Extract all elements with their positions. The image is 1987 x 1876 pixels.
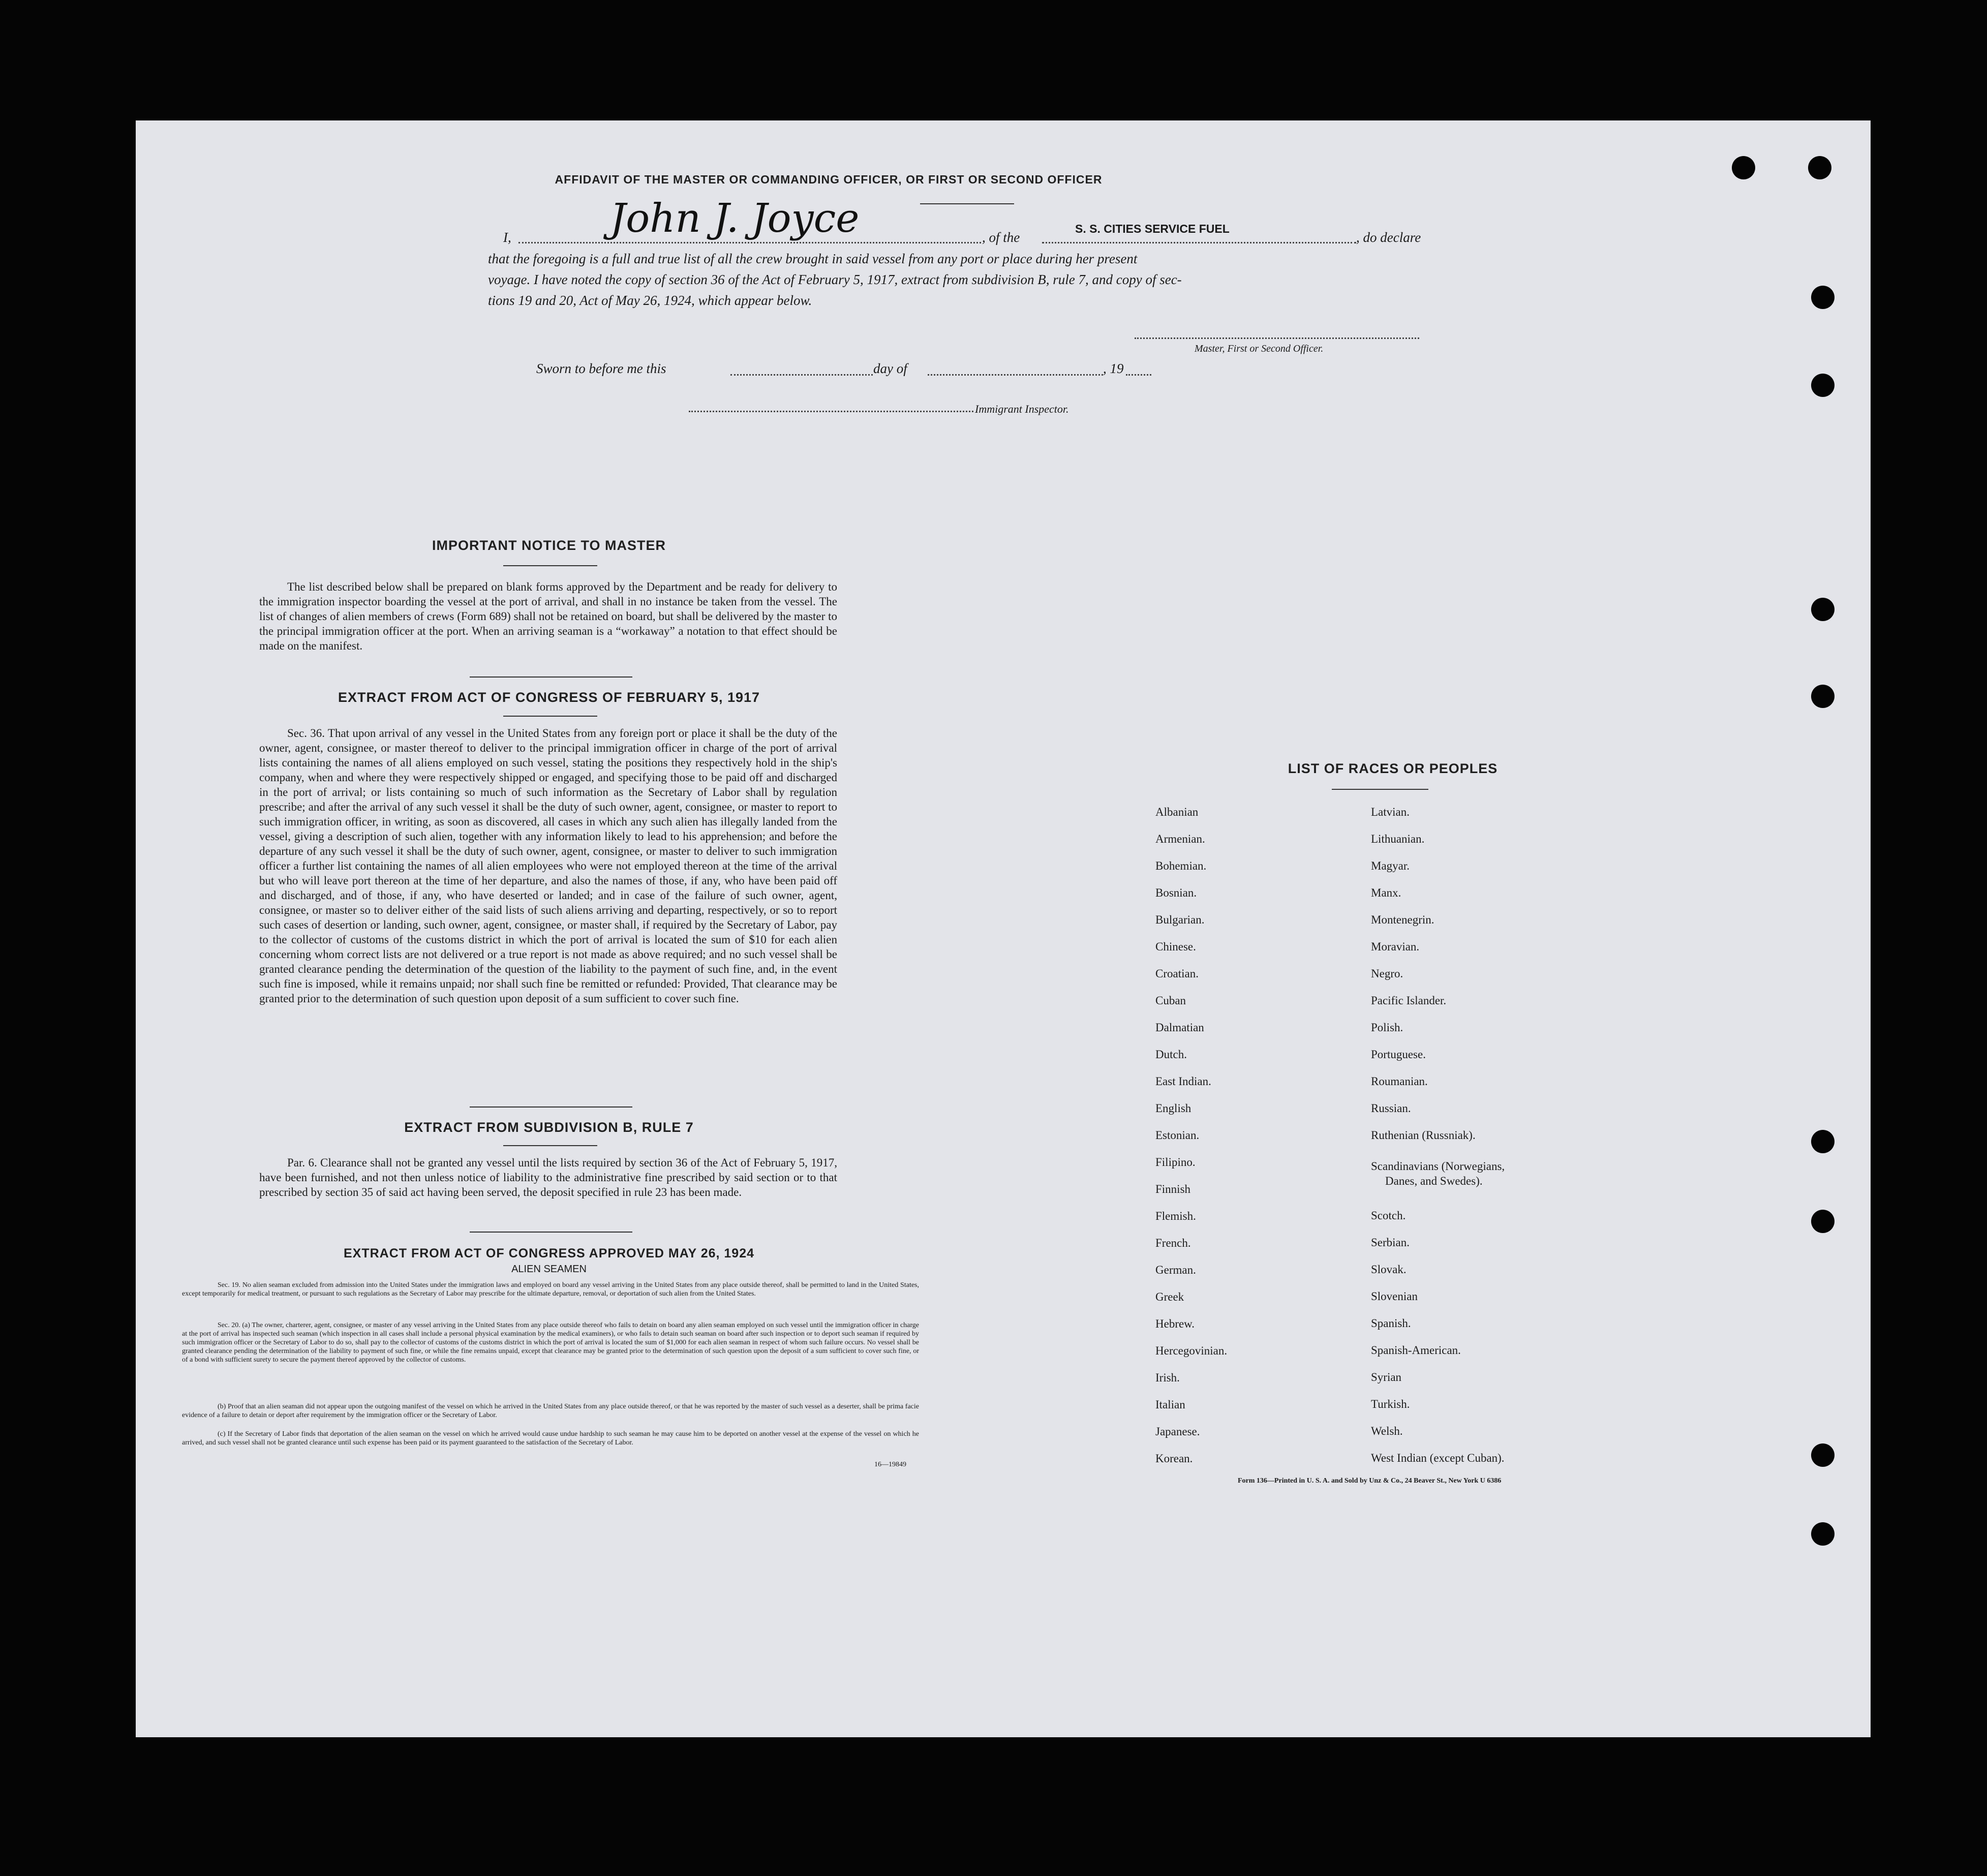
punch-hole [1808,156,1831,179]
punch-hole [1732,156,1755,179]
race-item: Negro. [1371,967,1403,980]
rule7-heading: EXTRACT FROM SUBDIVISION B, RULE 7 [404,1120,694,1135]
punch-hole [1811,1443,1835,1467]
race-item: Magyar. [1371,859,1410,872]
affidavit-do-declare: , do declare [1356,230,1421,245]
punch-hole [1811,1210,1835,1233]
divider [470,1232,632,1233]
race-item: Bulgarian. [1155,913,1205,926]
race-item: Cuban [1155,994,1186,1007]
form-code: 16—19849 [874,1461,906,1468]
race-item: Dalmatian [1155,1021,1204,1034]
race-item: Chinese. [1155,940,1196,953]
extract-1917-heading: EXTRACT FROM ACT OF CONGRESS OF FEBRUARY 5, 1917 [338,690,760,705]
sec-20a-text: Sec. 20. (a) The owner, charterer, agent, consignee, or master of any vessel arriving in the United States from any place outside thereof who fails to detain on board any alien seaman employed on such vessel until the immigration officer in charge at the port of arrival has inspected such seaman (which inspection in all cases shall include a personal physical examination by the medical examiners), or who fails to detain such seaman on board after such inspection or to deport such seaman if required by such immigration officer or the Secretary of Labor to do so, shall pay to the collector of customs of the customs district in which the port of arrival is located the sum of $1,000 for each alien seaman in respect of whom such failure occurs. No vessel shall be granted clearance pending the determination of the liability to payment of such fine, or while the fine remains unpaid, except that clearance may be granted prior to the determination of such question upon the deposit of a sum sufficient to cover such fine, or of a bond with sufficient surety to secure the payment thereof approved by the collector of customs. [182,1321,919,1364]
affidavit-heading: AFFIDAVIT OF THE MASTER OR COMMANDING OFFICER, OR FIRST OR SECOND OFFICER [555,173,1103,186]
affidavit-i-label: I, [503,230,511,245]
race-item: Pacific Islander. [1371,994,1447,1007]
punch-hole [1811,374,1835,397]
notice-heading: IMPORTANT NOTICE TO MASTER [432,538,666,553]
race-item: Japanese. [1155,1425,1200,1438]
race-item: Montenegrin. [1371,913,1434,926]
day-of-label: day of [873,361,907,376]
vessel-field-line [1042,242,1356,243]
race-item: French. [1155,1237,1191,1249]
sworn-label: Sworn to before me this [536,361,666,376]
race-item: Hercegovinian. [1155,1344,1228,1357]
vessel-name-stamp: S. S. CITIES SERVICE FUEL [1075,222,1230,235]
sec-19-text: Sec. 19. No alien seaman excluded from admission into the United States under the immigration laws and employed on board any vessel arriving in the United States from any place outside thereof, shall be permitted to land in the United States, except temporarily for medical treatment, or pursuant to such regulations as the Secretary of Labor may prescribe for the ultimate departure, removal, or deportation of such alien from the United States. [182,1281,919,1298]
divider [470,676,632,678]
race-item: Flemish. [1155,1210,1196,1222]
race-item: Serbian. [1371,1236,1410,1249]
rule7-body: Par. 6. Clearance shall not be granted any vessel until the lists required by section 36 of the Act of February 5, 1917, have been furnished, and not then unless notice of liability to the administrative fine prescribed by said section or to that prescribed by section 35 of said act having been served, the deposit specified in rule 23 has been made. [259,1156,837,1198]
sworn-year-line [1126,374,1151,376]
race-item: English [1155,1102,1191,1115]
race-item: Manx. [1371,886,1401,899]
race-item: Greek [1155,1290,1184,1303]
race-item: Finnish [1155,1183,1191,1195]
master-signature-line [1135,337,1419,339]
sworn-month-line [928,374,1103,376]
sec-20b-text: (b) Proof that an alien seaman did not appear upon the outgoing manifest of the vessel on which he arrived in the United States from any place outside thereof, or that he was reported by the master of such vessel as a deserter, shall be prima facie evidence of a failure to detain or deport after requirement by the immigration officer or the Secretary of Labor. [182,1403,919,1419]
divider [503,1145,597,1146]
race-item: East Indian. [1155,1075,1211,1088]
divider [920,203,1014,204]
race-item: Bosnian. [1155,886,1197,899]
notice-body: The list described below shall be prepared on blank forms approved by the Department and be ready for delivery to the immigration inspector boarding the vessel at the port of arrival, and shall in no instance be taken from the vessel. The list of changes of alien members of crews (Form 689) shall not be retained on board, but shall be delivered by the master to the principal immigration officer at the port. When an arriving seaman is a “workaway” a notation to that effect should be made on the manifest. [259,580,837,652]
alien-seamen-subheading: ALIEN SEAMEN [511,1264,587,1275]
divider [503,716,597,717]
sworn-day-line [730,374,873,376]
race-item: Italian [1155,1398,1185,1411]
affidavit-line-2: that the foregoing is a full and true list of all the crew brought in said vessel from any port or place during her present [488,251,1138,266]
race-item: Moravian. [1371,940,1420,953]
race-item: Croatian. [1155,967,1199,980]
race-item: Scandinavians (Norwegians, [1371,1160,1505,1173]
punch-hole [1811,685,1835,708]
form-footer: Form 136—Printed in U. S. A. and Sold by Unz & Co., 24 Beaver St., New York U 6386 [1238,1477,1502,1485]
year-prefix: , 19 [1103,361,1124,376]
race-item: Hebrew. [1155,1317,1195,1330]
race-item: Armenian. [1155,833,1205,845]
race-item: West Indian (except Cuban). [1371,1452,1505,1464]
sec-20c-text: (c) If the Secretary of Labor finds that deportation of the alien seaman on the vessel on which he arrived would cause undue hardship to such seaman he may cause him to be deported on another vessel at the expense of the vessel on which he arrived, and such vessel shall not be granted clearance until such expense has been paid or its payment guaranteed to the satisfaction of the Secretary of Labor. [182,1430,919,1447]
race-item: Estonian. [1155,1129,1200,1142]
race-item: Spanish. [1371,1317,1411,1330]
punch-hole [1811,1130,1835,1153]
divider [470,1106,632,1108]
inspector-signature-line [689,411,973,412]
race-item: Latvian. [1371,806,1410,818]
race-item: Irish. [1155,1371,1180,1384]
master-caption: Master, First or Second Officer. [1195,343,1324,354]
affidavit-of-the: , of the [982,230,1020,245]
race-item: Slovak. [1371,1263,1407,1276]
race-item: German. [1155,1264,1196,1276]
race-item: Korean. [1155,1452,1193,1465]
race-item: Scotch. [1371,1209,1406,1222]
race-item: Portuguese. [1371,1048,1426,1061]
race-item: Bohemian. [1155,859,1207,872]
master-signature: John J. Joyce [610,196,860,241]
race-item: Dutch. [1155,1048,1187,1061]
affidavit-line-3: voyage. I have noted the copy of section 36 of the Act of February 5, 1917, extract from subdivision B, rule 7, and copy of sec- [488,272,1182,287]
race-item: Lithuanian. [1371,833,1425,845]
inspector-caption: Immigrant Inspector. [975,403,1069,415]
races-heading: LIST OF RACES OR PEOPLES [1288,761,1498,776]
race-item: Welsh. [1371,1425,1403,1437]
race-item: Russian. [1371,1102,1411,1115]
punch-hole [1811,286,1835,309]
divider [1332,789,1428,790]
race-item: Ruthenian (Russniak). [1371,1129,1476,1142]
race-item: Danes, and Swedes). [1385,1175,1483,1187]
affidavit-line-4: tions 19 and 20, Act of May 26, 1924, which appear below. [488,293,812,308]
race-item: Syrian [1371,1371,1402,1383]
race-item: Polish. [1371,1021,1403,1034]
race-item: Roumanian. [1371,1075,1428,1088]
race-item: Albanian [1155,806,1199,818]
race-item: Turkish. [1371,1398,1410,1410]
race-item: Filipino. [1155,1156,1196,1168]
divider [503,565,597,566]
race-item: Spanish-American. [1371,1344,1461,1357]
name-field-line [518,242,981,243]
punch-hole [1811,598,1835,621]
punch-hole [1811,1522,1835,1546]
extract-1924-heading: EXTRACT FROM ACT OF CONGRESS APPROVED MAY 26, 1924 [343,1246,755,1260]
race-item: Slovenian [1371,1290,1418,1303]
extract-1917-body: Sec. 36. That upon arrival of any vessel in the United States from any foreign port or place it shall be the duty of the owner, agent, consignee, or master thereof to deliver to the principal immigration officer in charge of the port of arrival lists containing the names of all aliens employed on such vessel, stating the positions they respectively hold in the ship's company, when and where they were respectively shipped or engaged, and specifying those to be paid off and discharged in the port of arrival; or lists containing so much of such information as the Secretary of Labor shall by regulation prescribe; and after the arrival of any such vessel it shall be the duty of such owner, agent, consignee, or master to report to such immigration officer, in writing, as soon as discovered, all cases in which any such alien has illegally landed from the vessel, giving a description of such alien, together with any information likely to lead to his apprehension; and before the departure of any such vessel it shall be the duty of such owner, agent, consignee, or master to deliver to such immigration officer a further list containing the names of all alien employees who were not employed thereon at the time of the arrival but who will leave port thereon at the time of her departure, and also the names of those, if any, who have been paid off and discharged, and of those, if any, who have deserted or landed; and in case of the failure of such owner, agent, consignee, or master so to deliver either of the said lists of such aliens arriving and departing, respectively, or so to report such cases of desertion or landing, such owner, agent, consignee, or master shall, if required by the Secretary of Labor, pay to the collector of customs of the customs district in which the port of arrival is located the sum of $10 for each alien concerning whom correct lists are not delivered or a true report is not made as above required; and no such vessel shall be granted clearance pending the determination of the question of the liability to the payment of such fine, and, in the event such fine is imposed, while it remains unpaid; nor shall such fine be remitted or refunded: Provided, That clearance may be granted prior to the determination of such question upon deposit of a sum sufficient to cover such fine. [259,727,837,1005]
